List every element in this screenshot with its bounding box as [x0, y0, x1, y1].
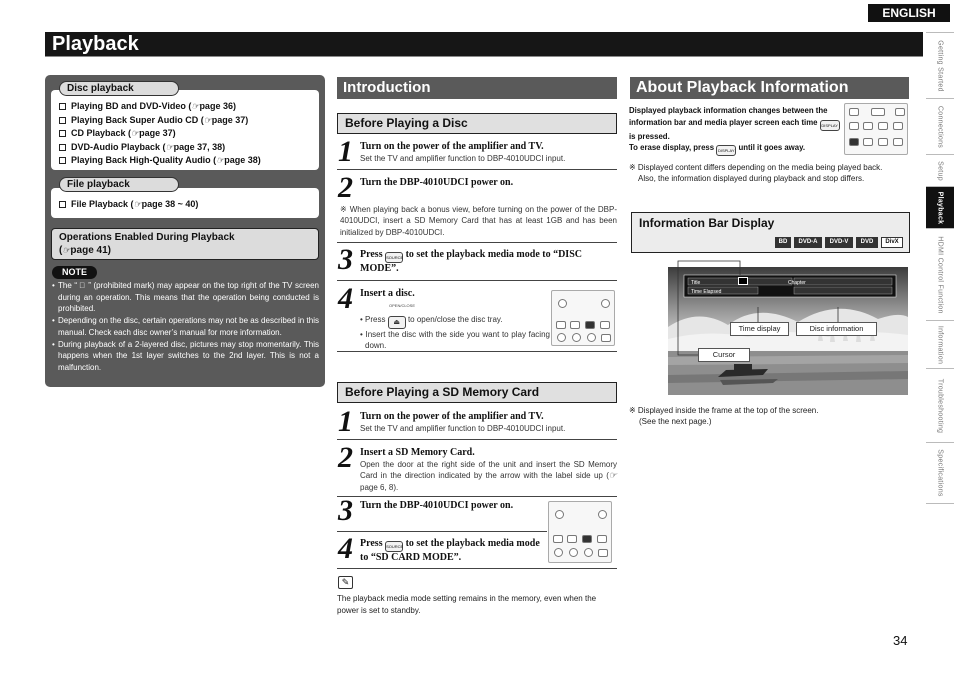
side-tab-hdmi-control[interactable]: HDMI Control Function	[926, 228, 954, 320]
callout-disc-information: Disc information	[796, 322, 877, 336]
link-file-playback[interactable]: File Playback (☞page 38 ~ 40)	[59, 198, 311, 212]
open-close-label: OPEN/CLOSE	[389, 303, 416, 308]
media-tag-divx: DivX	[881, 237, 903, 248]
reference-icon: ☞	[608, 470, 617, 481]
disc-playback-box	[51, 90, 319, 170]
side-tab-playback[interactable]: Playback	[926, 186, 954, 228]
about-playback-heading: About Playback Information	[630, 77, 909, 99]
source-button-icon: SOURCE	[385, 541, 403, 552]
bar-time-elapsed-text: Time Elapsed	[691, 289, 722, 295]
remote-illustration-display	[844, 103, 908, 155]
about-note: ※ Displayed content differs depending on the media being played back. Also, the information displayed during playback and stop differs.	[629, 163, 883, 184]
page-title: Playback	[45, 32, 923, 57]
link-dvd-audio[interactable]: DVD-Audio Playback (☞page 37, 38)	[59, 141, 311, 155]
reference-icon: ☞	[191, 101, 200, 111]
link-bd-dvd[interactable]: Playing BD and DVD-Video (☞page 36)	[59, 100, 311, 114]
sd-step-1: 1 Turn on the power of the amplifier and TV. Set the TV and amplifier function to DBP-4010UDCI input.	[337, 409, 617, 440]
disc-step-1: 1 Turn on the power of the amplifier and TV. Set the TV and amplifier function to DBP-4010UDCI input.	[337, 139, 617, 170]
disc-step-2: 2 Turn the DBP-4010UDCI power on. ※ When playing back a bonus view, before turning on the power of the DBP-4010UDCI, insert a SD Memory Card that has at least 1GB and has been initialized by DBP-4010UDCI.	[337, 175, 617, 243]
reference-icon: ☞	[62, 245, 71, 255]
divider	[337, 568, 617, 569]
eject-button-icon: ⏏	[388, 316, 406, 329]
display-button-icon: DISPLAY	[820, 120, 840, 131]
display-button-icon: DISPLAY	[716, 145, 736, 156]
sd-step-3: 3 Turn the DBP-4010UDCI power on.	[337, 498, 547, 532]
side-tab-connections[interactable]: Connections	[926, 98, 954, 154]
remote-illustration-sd	[548, 501, 612, 563]
side-tab-getting-started[interactable]: Getting Started	[926, 32, 954, 98]
about-intro: Displayed playback information changes between the information bar and media player screen each time DISPLAY is pressed. To erase display, press DISPLAY until it goes away.	[629, 105, 841, 156]
sd-step-4: 4 Press SOURCE to set the playback media mode to “SD CARD MODE”.	[338, 532, 540, 565]
info-bar-box	[631, 212, 910, 253]
page-number: 34	[893, 633, 908, 648]
source-button-icon: SOURCE	[385, 252, 403, 263]
remote-illustration	[551, 290, 615, 346]
before-sd-heading: Before Playing a SD Memory Card	[337, 382, 617, 403]
file-playback-heading: File playback	[59, 177, 179, 192]
operations-box[interactable]: Operations Enabled During Playback (☞page 41)	[51, 228, 319, 260]
bar-chapter-text: Chapter	[788, 280, 806, 286]
note-item: • During playback of a 2-layered disc, pictures may stop momentarily. This happens when the 1st layer switches to the 2nd layer. This is not a malfunction.	[53, 339, 319, 374]
link-cd-playback[interactable]: CD Playback (☞page 37)	[59, 127, 311, 141]
info-bar-heading: Information Bar Display	[639, 216, 775, 230]
reference-icon: ☞	[216, 155, 225, 166]
sd-step-2: 2 Insert a SD Memory Card. Open the door at the right side of the unit and insert the SD Memory Card in the direction indicated by the arrow with the label side up (☞page 6, 8).	[337, 445, 617, 497]
callout-cursor: Cursor	[698, 348, 750, 362]
side-tab-specifications[interactable]: Specifications	[926, 442, 954, 504]
side-index-tabs	[926, 32, 954, 504]
media-tag-bd: BD	[775, 237, 791, 248]
note-label: NOTE	[52, 266, 97, 279]
side-tab-setup[interactable]: Setup	[926, 154, 954, 186]
language-tab: ENGLISH	[868, 4, 950, 22]
side-tab-information[interactable]: Information	[926, 320, 954, 368]
disc-step-3: 3 Press SOURCE to set the playback media mode to “DISC MODE”.	[337, 247, 617, 281]
reference-icon: ☞	[133, 199, 142, 209]
disc-playback-heading: Disc playback	[59, 81, 179, 96]
disc-step-4: 4 Insert a disc. OPEN/CLOSE • Press ⏏ to open/close the disc tray. • Insert the disc with the side you want to play facing down.	[337, 286, 617, 352]
callout-time-display: Time display	[730, 322, 789, 336]
media-tag-dvd-a: DVD-A	[794, 237, 822, 248]
introduction-heading: Introduction	[337, 77, 617, 99]
link-super-audio-cd[interactable]: Playing Back Super Audio CD (☞page 37)	[59, 114, 311, 128]
left-summary-panel	[45, 75, 325, 387]
reference-icon: ☞	[203, 114, 212, 125]
memo-pencil-icon: ✎	[338, 576, 353, 589]
media-tag-dvd: DVD	[856, 237, 878, 248]
info-bar-footnote: ※ Displayed inside the frame at the top of the screen. (See the next page.)	[629, 406, 819, 427]
link-high-quality-audio[interactable]: Playing Back High-Quality Audio (☞page 38)	[59, 154, 311, 168]
reference-icon: ☞	[165, 141, 174, 152]
reference-icon: ☞	[131, 128, 140, 139]
memo-text: The playback media mode setting remains in the memory, even when the power is set to standby.	[337, 594, 597, 615]
bar-title-text: Title	[691, 280, 701, 286]
note-list	[53, 280, 319, 374]
note-item: • The “ ⃠ ” (prohibited mark) may appear on the top right of the TV screen during an operation. This means that the operation being conducted is prohibited.	[53, 280, 319, 315]
file-playback-box	[51, 188, 319, 218]
media-tag-dvd-v: DVD-V	[825, 237, 853, 248]
note-item: • Depending on the disc, certain operations may not be as described in this manual. Check each disc owner’s manual for more information.	[53, 315, 319, 338]
side-tab-troubleshooting[interactable]: Troubleshooting	[926, 368, 954, 442]
before-disc-heading: Before Playing a Disc	[337, 113, 617, 134]
